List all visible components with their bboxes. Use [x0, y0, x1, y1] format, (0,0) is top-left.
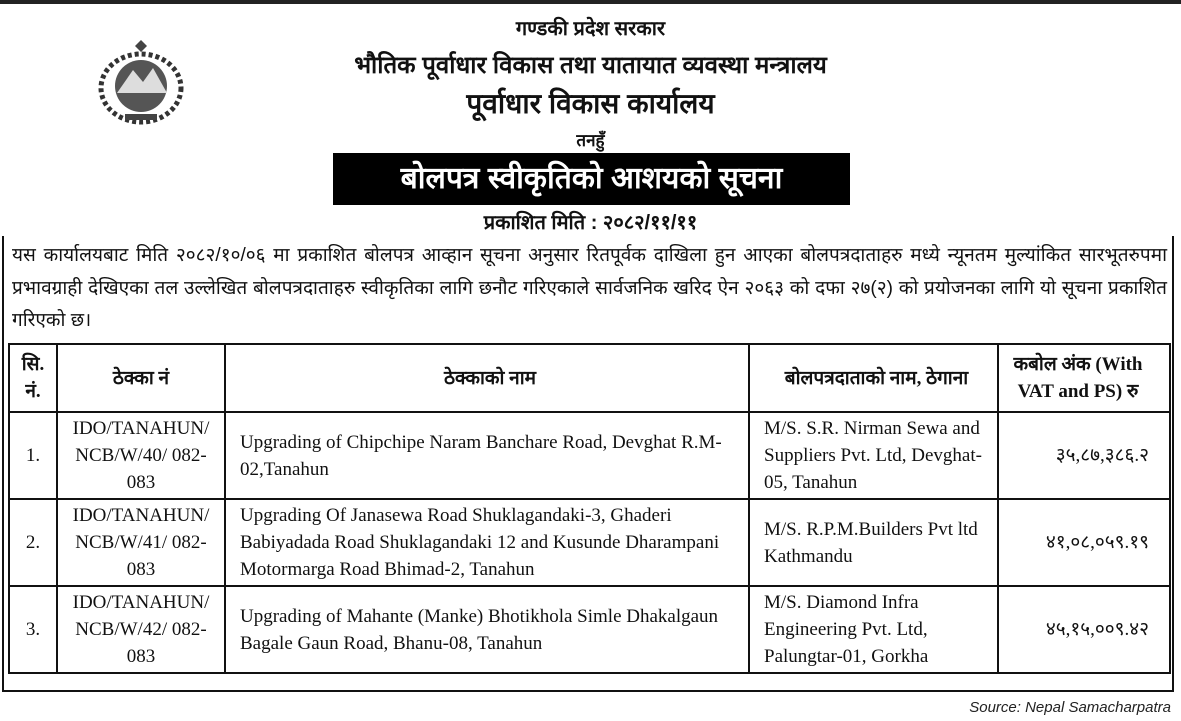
table-row [9, 499, 1170, 586]
cell-amount: ४५,१५,००९.४२ [998, 586, 1170, 673]
published-date: प्रकाशित मिति : २०८२/११/११ [483, 212, 698, 234]
cell-amount: ४१,०८,०५९.१९ [998, 499, 1170, 586]
cell-contract-no: IDO/TANAHUN/ NCB/W/41/ 082-083 [57, 499, 225, 586]
cell-contract-name: Upgrading of Chipchipe Naram Banchare Road, Devghat R.M-02,Tanahun [225, 412, 749, 499]
bid-table [8, 343, 1171, 674]
ministry-name: भौतिक पूर्वाधार विकास तथा यातायात व्यवस्था मन्त्रालय [354, 52, 827, 79]
office-name: पूर्वाधार विकास कार्यालय [466, 88, 715, 119]
office-location: तनहुँ [576, 131, 605, 150]
header-contract-name: ठेक्काको नाम [225, 344, 749, 412]
table-row [9, 412, 1170, 499]
header-contract-no: ठेक्का नं [57, 344, 225, 412]
cell-bidder: M/S. R.P.M.Builders Pvt ltd Kathmandu [749, 499, 998, 586]
government-name: गण्डकी प्रदेश सरकार [515, 18, 666, 40]
header-bidder: बोलपत्रदाताको नाम, ठेगाना [749, 344, 998, 412]
cell-bidder: M/S. Diamond Infra Engineering Pvt. Ltd, Palungtar-01, Gorkha [749, 586, 998, 673]
cell-bidder: M/S. S.R. Nirman Sewa and Suppliers Pvt. Ltd, Devghat-05, Tanahun [749, 412, 998, 499]
top-rule [0, 0, 1181, 4]
source-credit: Source: Nepal Samacharpatra [969, 699, 1171, 716]
cell-sn: 3. [9, 586, 57, 673]
cell-amount: ३५,८७,३८६.२ [998, 412, 1170, 499]
cell-contract-no: IDO/TANAHUN/ NCB/W/42/ 082-083 [57, 586, 225, 673]
table-header-row [9, 344, 1170, 412]
header-amount: कबोल अंक (With VAT and PS) रु [998, 344, 1170, 412]
notice-paragraph: यस कार्यालयबाट मिति २०८२/१०/०६ मा प्रकाशित बोलपत्र आव्हान सूचना अनुसार रितपूर्वक दाखिला हुन आएका बोलपत्रदाताहरु मध्ये न्यूनतम मुल्यांकित सारभूतरुपमा प्रभावग्राही देखिएका तल उल्लेखित बोलपत्रदाताहरु स्वीकृतिका लागि छनौट गरिएकाले सार्वजनिक खरिद ऐन २०६३ को दफा २७(२) को प्रयोजनका लागि यो सूचना प्रकाशित गरिएको छ। [12, 245, 1167, 331]
cell-contract-name: Upgrading of Mahante (Manke) Bhotikhola Simle Dhakalgaun Bagale Gaun Road, Bhanu-08, Tanahun [225, 586, 749, 673]
cell-sn: 2. [9, 499, 57, 586]
cell-contract-name: Upgrading Of Janasewa Road Shuklagandaki-3, Ghaderi Babiyadada Road Shuklagandaki 12 and Kusunde Dharampani Motormarga Road Bhimad-2, Tanahun [225, 499, 749, 586]
cell-sn: 1. [9, 412, 57, 499]
notice-title: बोलपत्र स्वीकृतिको आशयको सूचना [333, 153, 850, 205]
header-sn: सि. नं. [9, 344, 57, 412]
table-row [9, 586, 1170, 673]
cell-contract-no: IDO/TANAHUN/ NCB/W/40/ 082-083 [57, 412, 225, 499]
